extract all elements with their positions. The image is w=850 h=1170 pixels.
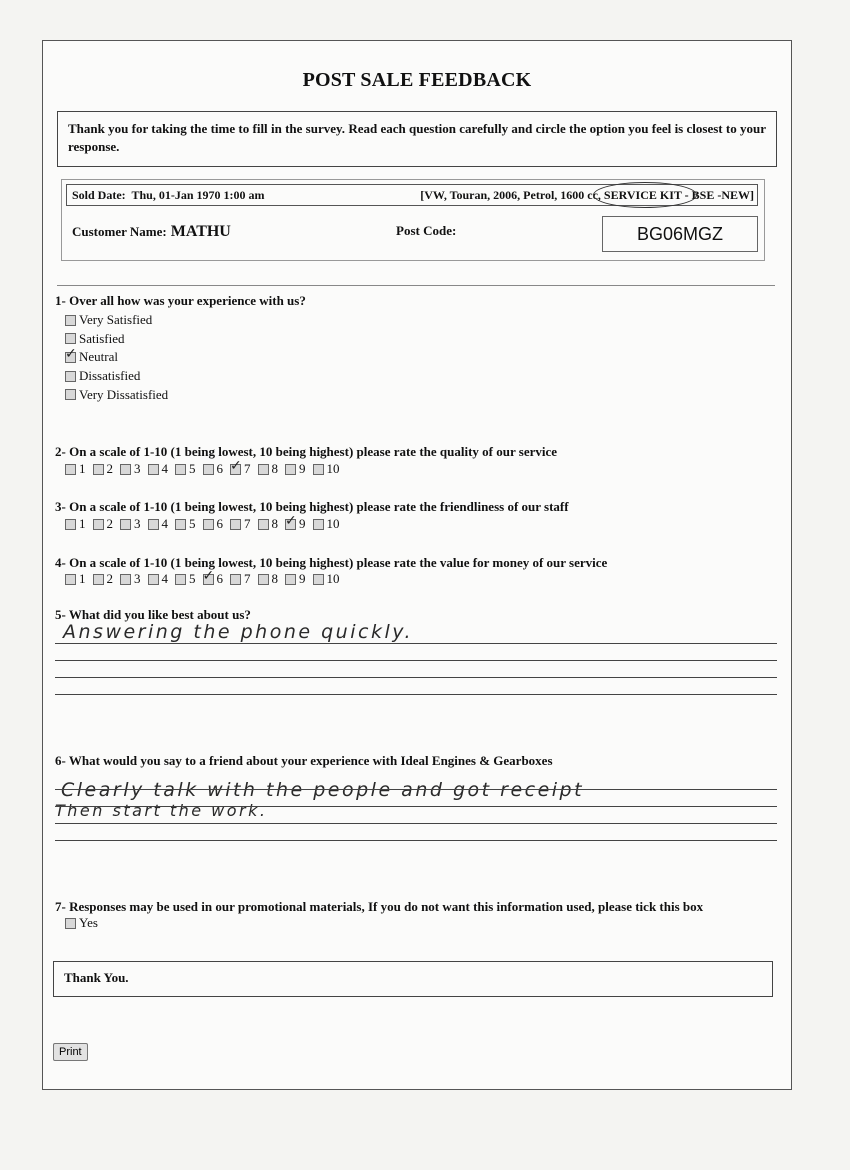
check-mark-icon: ✓ <box>230 457 242 474</box>
checkbox[interactable] <box>93 519 104 530</box>
checkbox[interactable] <box>93 464 104 475</box>
rating-label: 7 <box>244 461 251 476</box>
rating-label: 4 <box>161 571 168 586</box>
rating-label: 4 <box>161 461 168 476</box>
option-label: Very Satisfied <box>79 312 153 328</box>
sold-date-label: Sold Date: <box>72 188 126 202</box>
rating-option-3[interactable] <box>120 516 141 532</box>
option-label: Neutral <box>79 349 118 365</box>
rating-label: 6 <box>216 571 223 586</box>
answer-line <box>55 660 777 661</box>
option-label: Yes <box>79 915 98 931</box>
rating-option-7[interactable] <box>230 457 251 477</box>
rating-option-2[interactable] <box>93 516 114 532</box>
question-1-options <box>65 311 168 404</box>
rating-label: 5 <box>189 571 196 586</box>
rating-option-7[interactable] <box>230 516 251 532</box>
question-3: 3- On a scale of 1-10 (1 being lowest, 10 being highest) please rate the friendliness of our staff <box>55 499 569 514</box>
rating-option-10[interactable] <box>313 461 340 477</box>
option-very-satisfied[interactable] <box>65 311 168 330</box>
rating-option-10[interactable] <box>313 516 340 532</box>
rating-option-3[interactable] <box>120 461 141 477</box>
checkbox[interactable] <box>258 464 269 475</box>
checkbox[interactable] <box>175 464 186 475</box>
checkbox[interactable] <box>258 519 269 530</box>
checkbox[interactable] <box>175 574 186 585</box>
rating-option-9[interactable] <box>285 461 306 477</box>
rating-option-4[interactable] <box>148 571 169 587</box>
post-code-value: BG06MGZ <box>602 216 758 252</box>
customer-name-value: MATHU <box>170 223 231 240</box>
rating-option-8[interactable] <box>258 516 279 532</box>
post-code-label: Post Code: <box>396 223 457 238</box>
checkbox-checked[interactable] <box>202 567 215 585</box>
handwritten-circle-mark <box>593 182 697 208</box>
checkbox[interactable] <box>285 574 296 585</box>
checkbox-checked[interactable] <box>285 512 297 530</box>
checkbox[interactable] <box>65 574 76 585</box>
question-5: 5- What did you like best about us? <box>55 607 251 622</box>
question-7: 7- Responses may be used in our promotional materials, If you do not want this information used, please tick this box <box>55 899 704 914</box>
rating-label: 5 <box>189 461 196 476</box>
customer-name <box>72 223 231 241</box>
checkbox[interactable] <box>313 574 324 585</box>
rating-label: 8 <box>271 516 278 531</box>
checkbox[interactable] <box>65 371 76 382</box>
intro-text: Thank you for taking the time to fill in the survey. Read each question carefully and circle the option you feel is closest to your response. <box>57 111 777 167</box>
checkbox[interactable] <box>175 519 186 530</box>
answer-line <box>55 840 777 841</box>
question-3-scale <box>65 512 347 532</box>
option-yes[interactable] <box>65 914 98 933</box>
rating-option-6[interactable] <box>203 461 224 477</box>
rating-label: 1 <box>79 571 86 586</box>
rating-label: 6 <box>216 516 223 531</box>
rating-label: 7 <box>244 571 251 586</box>
checkbox[interactable] <box>93 574 104 585</box>
rating-option-6[interactable] <box>203 516 224 532</box>
rating-option-9[interactable] <box>285 512 306 532</box>
check-mark-icon: ✓ <box>65 345 77 362</box>
rating-label: 9 <box>299 516 306 531</box>
answer-line <box>55 643 777 644</box>
handwritten-answer-5: Answering the phone quickly. <box>63 621 414 643</box>
rating-option-8[interactable] <box>258 571 279 587</box>
option-satisfied[interactable] <box>65 330 168 349</box>
checkbox[interactable] <box>148 574 159 585</box>
rating-option-5[interactable] <box>175 461 196 477</box>
checkbox[interactable] <box>65 315 76 326</box>
question-1: 1- Over all how was your experience with us? <box>55 293 306 308</box>
option-label: Very Dissatisfied <box>79 386 169 402</box>
option-neutral[interactable] <box>65 345 168 367</box>
check-mark-icon: ✓ <box>285 512 297 529</box>
rating-option-4[interactable] <box>148 516 169 532</box>
rating-option-4[interactable] <box>148 461 169 477</box>
rating-option-6[interactable] <box>202 567 224 587</box>
rating-option-1[interactable] <box>65 571 86 587</box>
handwritten-answer-6-line2: Then start the work. <box>55 801 268 820</box>
checkbox[interactable] <box>148 464 159 475</box>
rating-label: 6 <box>216 461 223 476</box>
rating-label: 10 <box>326 516 340 531</box>
question-2-scale <box>65 457 347 477</box>
option-very-dissatisfied[interactable] <box>65 385 168 404</box>
checkbox[interactable] <box>230 519 241 530</box>
checkbox-checked[interactable] <box>65 345 77 363</box>
rating-label: 5 <box>189 516 196 531</box>
checkbox[interactable] <box>203 519 214 530</box>
checkbox[interactable] <box>65 389 76 400</box>
answer-line <box>55 823 777 824</box>
answer-lines-5[interactable] <box>55 643 777 711</box>
checkbox[interactable] <box>120 464 131 475</box>
rating-label: 3 <box>134 516 141 531</box>
option-dissatisfied[interactable] <box>65 367 168 386</box>
question-2: 2- On a scale of 1-10 (1 being lowest, 10 being highest) please rate the quality of our service <box>55 444 558 459</box>
answer-line <box>55 694 777 695</box>
checkbox[interactable] <box>65 519 76 530</box>
answer-lines-6[interactable] <box>55 789 777 857</box>
question-4: 4- On a scale of 1-10 (1 being lowest, 10 being highest) please rate the value for money of our service <box>55 555 608 570</box>
answer-line <box>55 806 777 807</box>
question-4-scale <box>65 567 347 587</box>
rating-option-2[interactable] <box>93 461 114 477</box>
rating-label: 4 <box>161 516 168 531</box>
rating-option-2[interactable] <box>93 571 114 587</box>
rating-label: 3 <box>134 461 141 476</box>
rating-option-5[interactable] <box>175 516 196 532</box>
checkbox[interactable] <box>65 918 76 929</box>
rating-option-5[interactable] <box>175 571 196 587</box>
check-mark-icon: ✓ <box>202 567 215 584</box>
thank-you-box: Thank You. <box>53 961 773 997</box>
customer-name-label: Customer Name: <box>72 224 167 239</box>
rating-label: 10 <box>326 571 340 586</box>
rating-label: 2 <box>106 571 113 586</box>
checkbox[interactable] <box>120 519 131 530</box>
rating-option-7[interactable] <box>230 571 251 587</box>
rating-label: 9 <box>299 461 306 476</box>
form-title: POST SALE FEEDBACK <box>302 69 532 91</box>
print-button[interactable]: Print <box>53 1043 88 1061</box>
answer-line <box>55 677 777 678</box>
handwritten-answer-6-line1: Clearly talk with the people and got receipt <box>61 779 585 801</box>
rating-label: 1 <box>79 516 86 531</box>
checkbox[interactable] <box>203 464 214 475</box>
rating-label: 8 <box>271 571 278 586</box>
rating-option-10[interactable] <box>313 571 340 587</box>
sold-date <box>72 188 264 203</box>
option-label: Satisfied <box>79 330 125 346</box>
sold-date-value: Thu, 01-Jan 1970 1:00 am <box>131 188 265 202</box>
rating-option-9[interactable] <box>285 571 306 587</box>
checkbox[interactable] <box>230 574 241 585</box>
rating-option-8[interactable] <box>258 461 279 477</box>
question-7-options <box>65 914 98 933</box>
option-label: Dissatisfied <box>79 368 141 384</box>
answer-line <box>55 789 777 790</box>
checkbox[interactable] <box>65 333 76 344</box>
checkbox[interactable] <box>285 464 296 475</box>
rating-label: 9 <box>299 571 306 586</box>
rating-option-1[interactable] <box>65 516 86 532</box>
checkbox[interactable] <box>65 464 76 475</box>
sale-info-box <box>61 179 765 261</box>
vehicle-info: [VW, Touran, 2006, Petrol, 1600 cc, SERVICE KIT - BSE -NEW] <box>420 188 754 202</box>
rating-label: 2 <box>106 461 113 476</box>
checkbox[interactable] <box>120 574 131 585</box>
checkbox-checked[interactable] <box>230 457 242 475</box>
rating-option-1[interactable] <box>65 461 86 477</box>
divider <box>57 285 775 286</box>
rating-option-3[interactable] <box>120 571 141 587</box>
feedback-form <box>42 40 792 1090</box>
checkbox[interactable] <box>148 519 159 530</box>
checkbox[interactable] <box>313 519 324 530</box>
rating-label: 2 <box>106 516 113 531</box>
rating-label: 10 <box>326 461 340 476</box>
sold-date-row <box>66 184 758 206</box>
rating-label: 3 <box>134 571 141 586</box>
checkbox[interactable] <box>313 464 324 475</box>
rating-label: 8 <box>271 461 278 476</box>
rating-label: 1 <box>79 461 86 476</box>
rating-label: 7 <box>244 516 251 531</box>
question-6: 6- What would you say to a friend about your experience with Ideal Engines & Gearboxes <box>55 753 553 768</box>
checkbox[interactable] <box>258 574 269 585</box>
